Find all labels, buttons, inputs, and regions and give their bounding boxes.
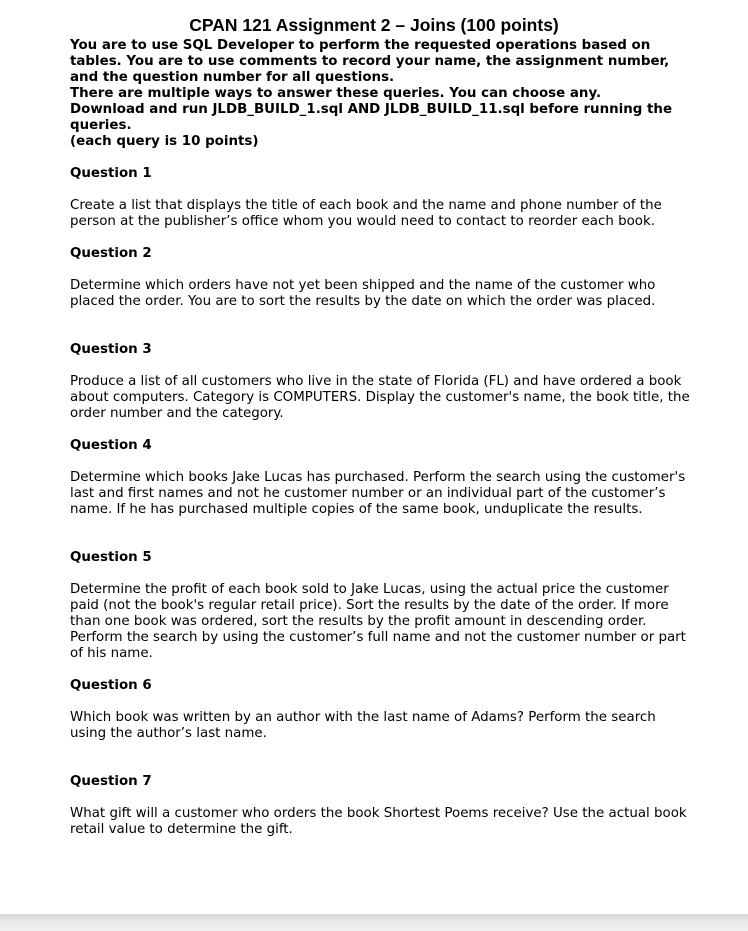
intro-paragraph: There are multiple ways to answer these queries. You can choose any. <box>70 86 602 101</box>
question-heading: Question 7 <box>70 774 152 789</box>
question-heading: Question 3 <box>70 342 152 357</box>
question-text: Determine the profit of each book sold to Jake Lucas, using the actual price the customer paid (not the book's regular retail price). Sort the results by the date of the order. If more than one book was ordered, sort the results by the profit amount in descending order. Perform the search by using the customer’s full name and not the customer number or part of his name. <box>70 582 686 661</box>
document-content <box>70 38 695 837</box>
question-text: What gift will a customer who orders the book Shortest Poems receive? Use the actual book retail value to determine the gift. <box>70 806 687 837</box>
question-heading: Question 5 <box>70 550 152 565</box>
question-text: Create a list that displays the title of each book and the name and phone number of the person at the publisher’s office whom you would need to contact to reorder each book. <box>70 198 662 229</box>
question-text: Produce a list of all customers who live in the state of Florida (FL) and have ordered a book about computers. Category is COMPUTERS. Display the customer's name, the book title, the order number and the category. <box>70 374 690 421</box>
question-text: Determine which orders have not yet been shipped and the name of the customer who placed the order. You are to sort the results by the date on which the order was placed. <box>70 278 656 309</box>
intro-paragraph: Download and run JLDB_BUILD_1.sql AND JLDB_BUILD_11.sql before running the queries. <box>70 102 673 133</box>
intro-section <box>70 38 695 150</box>
question-heading: Question 4 <box>70 438 152 453</box>
intro-paragraph: You are to use SQL Developer to perform the requested operations based on tables. You are to use comments to record your name, the assignment number, and the question number for all questions. <box>70 38 670 85</box>
question-heading: Question 1 <box>70 166 152 181</box>
question-text: Determine which books Jake Lucas has purchased. Perform the search using the customer's last and first names and not he customer number or an individual part of the customer’s name. If he has purchased multiple copies of the same book, unduplicate the results. <box>70 470 686 517</box>
question-heading: Question 2 <box>70 246 152 261</box>
intro-paragraph: (each query is 10 points) <box>70 134 259 149</box>
question-heading: Question 6 <box>70 678 152 693</box>
page-bottom-shadow <box>0 914 748 931</box>
page-title: CPAN 121 Assignment 2 – Joins (100 points) <box>189 15 559 35</box>
question-text: Which book was written by an author with the last name of Adams? Perform the search using the author’s last name. <box>70 710 656 741</box>
